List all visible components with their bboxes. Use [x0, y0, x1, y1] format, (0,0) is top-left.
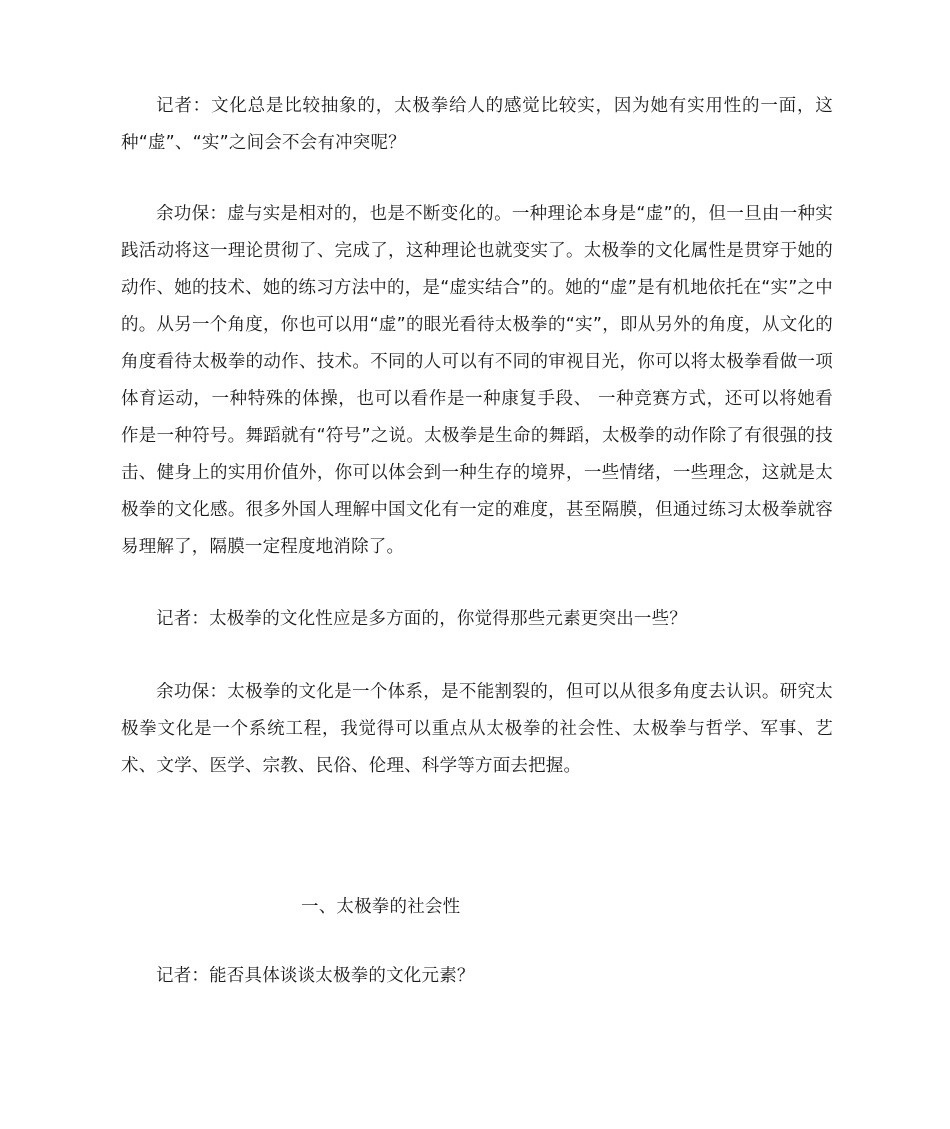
- paragraph-reporter-question-1: 记者：文化总是比较抽象的，太极拳给人的感觉比较实，因为她有实用性的一面，这种“虚”、“实”之间会不会有冲突呢？: [121, 96, 833, 153]
- paragraph-reporter-question-2: 记者：太极拳的文化性应是多方面的，你觉得那些元素更突出一些？: [156, 609, 687, 629]
- paragraph-answer-1: 余功保：虚与实是相对的，也是不断变化的。一种理论本身是“虚”的，但一旦由一种实践活动将这一理论贯彻了、完成了，这种理论也就变实了。太极拳的文化属性是贯穿于她的动作、她的技术、她的练习方法中的，是“虚实结合”的。她的“虚”是有机地依托在“实”之中的。从另一个角度，你也可以用“虚”的眼光看待太极拳的“实”，即从另外的角度，从文化的角度看待太极拳的动作、技术。不同的人可以有不同的审视目光，你可以将太极拳看做一项体育运动，一种特殊的体操，也可以看作是一种康复手段、 一种竞赛方式，还可以将她看作是一种符号。舞蹈就有“符号”之说。太极拳是生命的舞蹈，太极拳的动作除了有很强的技击、健身上的实用价值外，你可以体会到一种生存的境界，一些情绪，一些理念，这就是太极拳的文化感。很多外国人理解中国文化有一定的难度，甚至隔膜，但通过练习太极拳就容易理解了，隔膜一定程度地消除了。: [121, 204, 833, 557]
- paragraph-reporter-question-3: 记者：能否具体谈谈太极拳的文化元素？: [156, 966, 475, 986]
- section-heading: 一、太极拳的社会性: [301, 897, 461, 917]
- paragraph-answer-2: 余功保：太极拳的文化是一个体系，是不能割裂的，但可以从很多角度去认识。研究太极拳文化是一个系统工程，我觉得可以重点从太极拳的社会性、太极拳与哲学、军事、艺术、文学、医学、宗教、民俗、伦理、科学等方面去把握。: [121, 682, 833, 776]
